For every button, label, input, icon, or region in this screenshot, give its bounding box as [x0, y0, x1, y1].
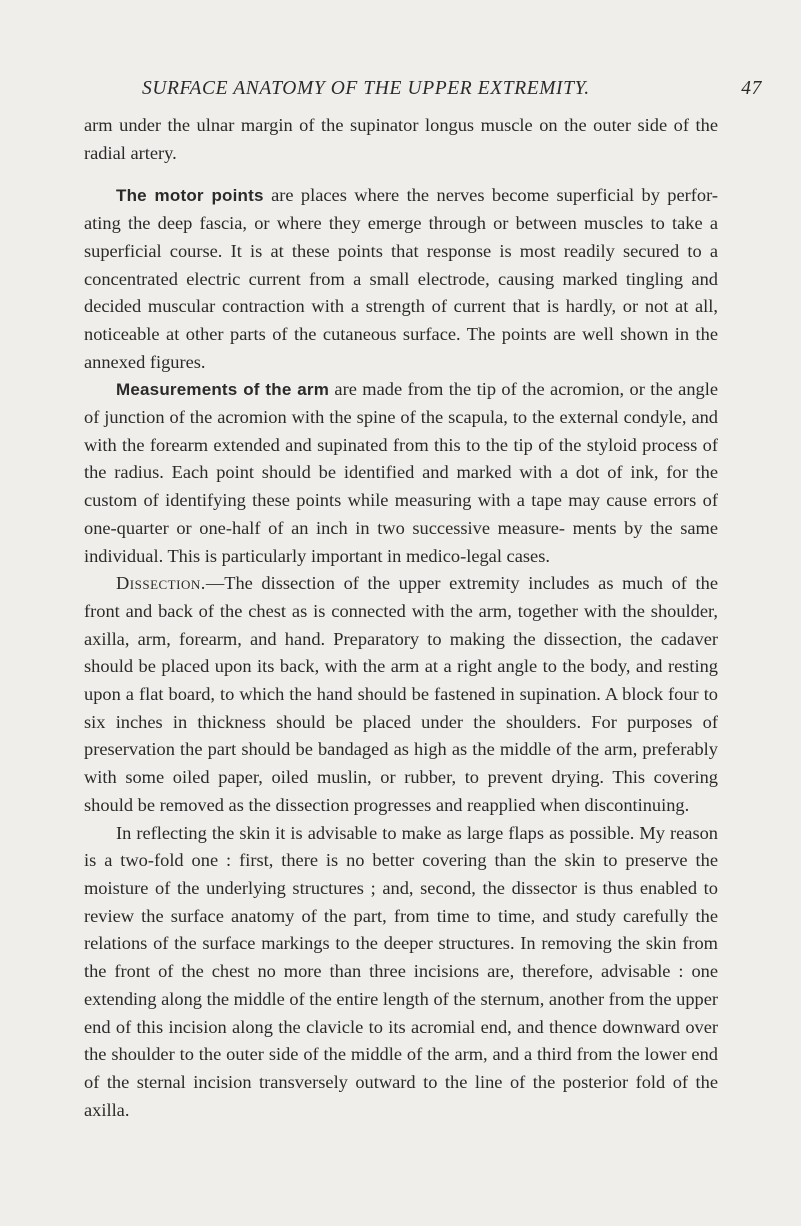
paragraph-continued — [84, 112, 718, 167]
body-text — [84, 112, 718, 1124]
paragraph-text: arm under the ulnar margin of the supinator longus muscle on the outer side of the radial artery. — [84, 115, 718, 163]
paragraph-text: are made from the tip of the acromion, or the angle of junction of the acromion with the spine of the scapula, to the external condyle, and with the forearm extended and supinated from this to the tip of the styloid process of the radius. Each point should be identified and marked with a dot of ink, for the custom of identifying these points while measuring with a tape may cause errors of one-quarter or one-half of an inch in two successive measure- ments by the same individual. This is particularly important in medico-legal cases. — [84, 379, 718, 566]
running-head — [142, 78, 762, 106]
paragraph-dissection — [84, 570, 718, 819]
paragraph-text: In reflecting the skin it is advisable to make as large flaps as possible. My reason is a two-fold one : first, there is no better covering than the skin to preserve the moisture of the underlying structures ; and, second, the dissector is thus enabled to review the surface anatomy of the part, from time to time, and study carefully the relations of the surface markings to the deeper structures. In removing the skin from the front of the chest no more than three incisions are, therefore, advisable : one extending along the middle of the entire length of the sternum, another from the upper end of this incision along the clavicle to its acromial end, and thence downward over the shoulder to the outer side of the middle of the arm, and a third from the lower end of the sternal incision transversely outward to the line of the posterior fold of the axilla. — [84, 822, 718, 1120]
paragraph-motor-points — [84, 182, 718, 376]
paragraph-measurements — [84, 376, 718, 570]
dissection-heading: Dissection. — [116, 573, 206, 594]
measurements-heading: Measurements of the arm — [116, 380, 330, 400]
paragraph-text: —The dissection of the upper extremity includes as much of the front and back of the chest as is connected with the arm, together with the shoulder, axilla, arm, forearm, and hand. Preparatory to making the dissection, the cadaver should be placed upon its back, with the arm at a right angle to the body, and resting upon a flat board, to which the hand should be fastened in supination. A block four to six inches in thickness should be placed under the shoulders. For purposes of preservation the part should be bandaged as high as the middle of the arm, preferably with some oiled paper, oiled muslin, or rubber, to prevent drying. This covering should be removed as the dissection progresses and reapplied when discontinuing. — [84, 573, 718, 815]
page-number: 47 — [741, 78, 762, 99]
motor-points-heading: The motor points — [116, 186, 264, 206]
paragraph-text: are places where the nerves become superficial by perfor- ating the deep fascia, or where they emerge through or between muscles to take a superficial course. It is at these points that response is most readily secured to a concentrated electric current from a small electrode, causing marked tingling and decided muscular contraction with a strength of current that is hardly, or not at all, noticeable at other parts of the cutaneous surface. The points are well shown in the annexed figures. — [84, 185, 718, 372]
paragraph-reflecting-skin — [84, 820, 718, 1125]
running-title: SURFACE ANATOMY OF THE UPPER EXTREMITY. — [142, 78, 590, 99]
